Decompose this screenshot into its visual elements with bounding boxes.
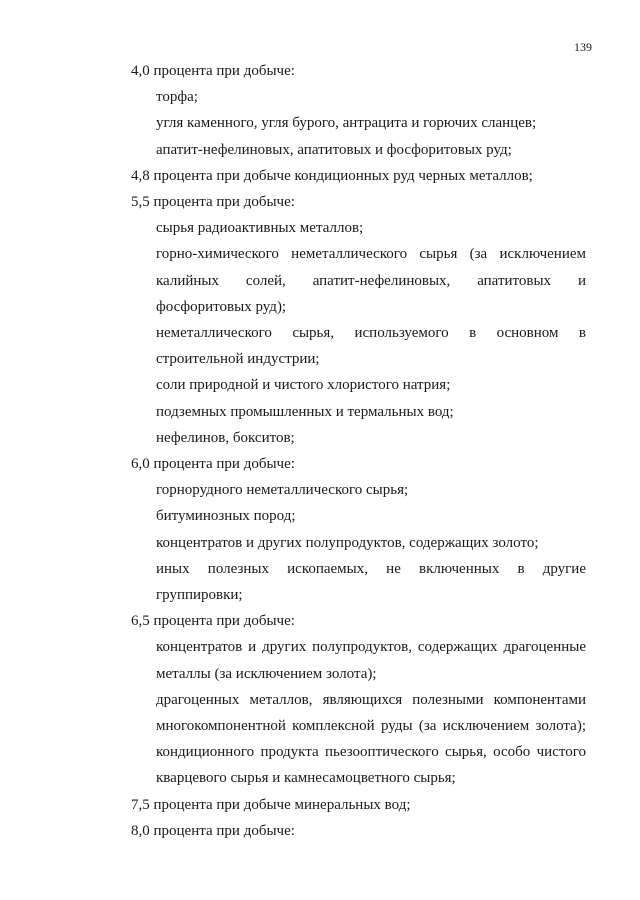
- list-item-line: угля каменного, угля бурого, антрацита и горючих сланцев;: [156, 115, 537, 132]
- list-item-line: кондиционного продукта пьезооптического сырья, особо чистого: [156, 744, 586, 761]
- list-item-line: сырья радиоактивных металлов;: [156, 220, 364, 237]
- list-item-line: неметаллического сырья, используемого в основном в: [156, 325, 586, 342]
- rate-heading-line: 6,0 процента при добыче:: [131, 456, 295, 473]
- rate-heading-line: 8,0 процента при добыче:: [131, 822, 295, 839]
- document-body: [0, 58, 640, 844]
- rate-heading-line: 7,5 процента при добыче минеральных вод;: [131, 796, 411, 813]
- list-item-line: концентратов и других полупродуктов, содержащих драгоценные: [156, 639, 586, 656]
- list-item-line: фосфоритовых руд);: [156, 298, 287, 315]
- list-item-line: нефелинов, бокситов;: [156, 429, 295, 446]
- list-item-line: горно-химического неметаллического сырья (за исключением: [156, 246, 586, 263]
- list-item-line: концентратов и других полупродуктов, содержащих золото;: [156, 534, 539, 551]
- list-item-line: подземных промышленных и термальных вод;: [156, 403, 454, 420]
- rate-heading-line: 6,5 процента при добыче:: [131, 613, 295, 630]
- list-item-line: соли природной и чистого хлористого натрия;: [156, 377, 451, 394]
- list-item-line: апатит-нефелиновых, апатитовых и фосфоритовых руд;: [156, 141, 512, 158]
- list-item-line: строительной индустрии;: [156, 351, 320, 368]
- list-item-line: калийных солей, апатит-нефелиновых, апатитовых и: [156, 272, 586, 289]
- list-item-line: кварцевого сырья и камнесамоцветного сырья;: [156, 770, 456, 787]
- list-item-line: группировки;: [156, 587, 243, 604]
- list-item-line: горнорудного неметаллического сырья;: [156, 482, 409, 499]
- list-item-line: многокомпонентной комплексной руды (за исключением золота);: [156, 718, 586, 735]
- rate-heading-line: 5,5 процента при добыче:: [131, 194, 295, 211]
- list-item-line: иных полезных ископаемых, не включенных в другие: [156, 560, 586, 577]
- page-number: 139: [574, 40, 592, 54]
- rate-heading-line: 4,0 процента при добыче:: [131, 63, 295, 79]
- rate-heading-line: 4,8 процента при добыче кондиционных руд черных металлов;: [131, 167, 533, 184]
- list-item-line: торфа;: [156, 89, 198, 106]
- list-item-line: металлы (за исключением золота);: [156, 665, 377, 682]
- list-item-line: драгоценных металлов, являющихся полезными компонентами: [156, 691, 586, 708]
- list-item-line: битуминозных пород;: [156, 508, 296, 525]
